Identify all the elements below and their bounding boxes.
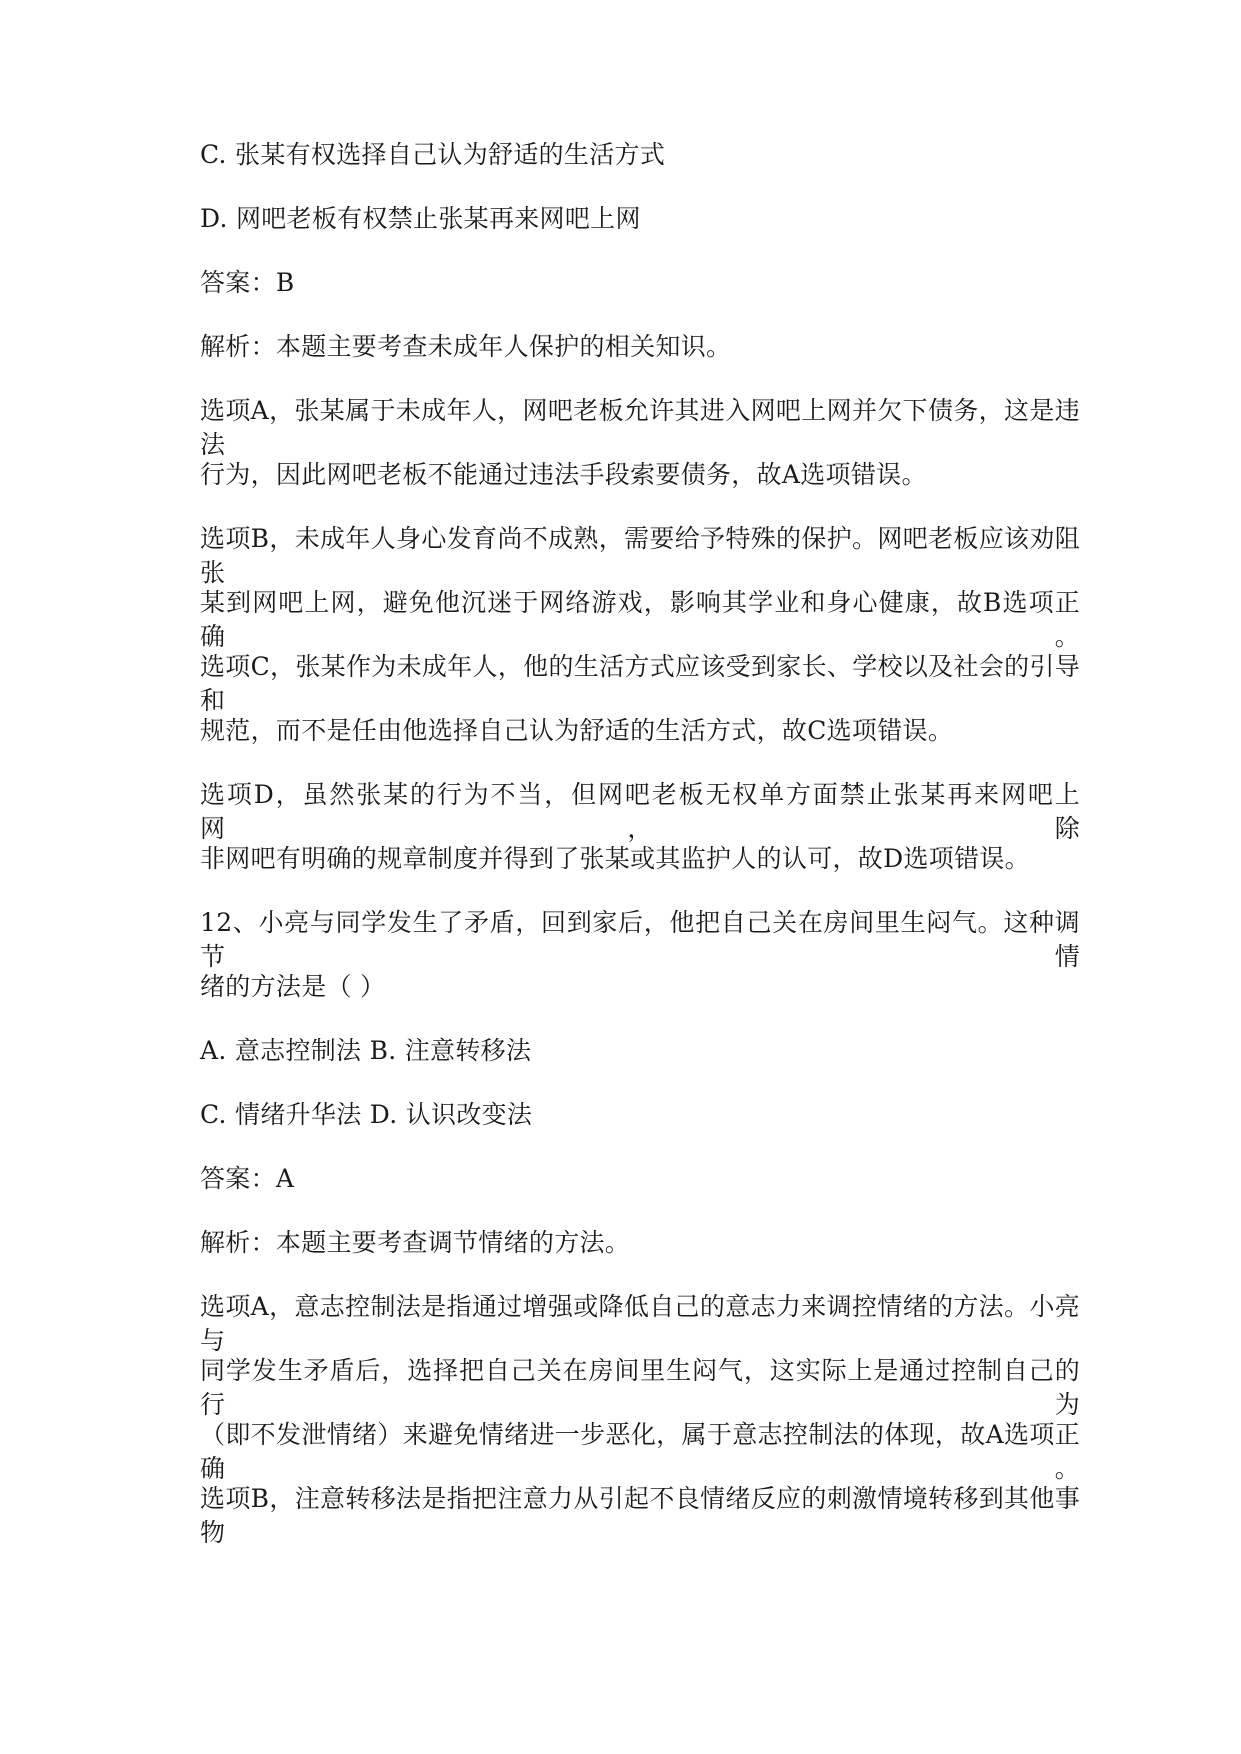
analysis-paragraph: 行为，因此网吧老板不能通过违法手段索要债务，故A选项错误。 [200, 460, 927, 489]
analysis-paragraph: 选项B，注意转移法是指把注意力从引起不良情绪反应的刺激情境转移到其他事物 [200, 1484, 1080, 1547]
analysis-paragraph: 非网吧有明确的规章制度并得到了张某或其监护人的认可，故D选项错误。 [200, 844, 1030, 873]
option-d-text: D. 网吧老板有权禁止张某再来网吧上网 [200, 204, 641, 233]
analysis-paragraph: 选项D，虽然张某的行为不当，但网吧老板无权单方面禁止张某再来网吧上网，除 [200, 780, 1080, 843]
analysis-paragraph: 选项A，张某属于未成年人，网吧老板允许其进入网吧上网并欠下债务，这是违法 [200, 396, 1080, 459]
analysis-intro: 解析：本题主要考查未成年人保护的相关知识。 [200, 332, 732, 361]
question-text: 12、小亮与同学发生了矛盾，回到家后，他把自己关在房间里生闷气。这种调节情 [200, 908, 1080, 971]
options-ab: A. 意志控制法 B. 注意转移法 [200, 1036, 532, 1065]
analysis-paragraph: 选项B，未成年人身心发育尚不成熟，需要给予特殊的保护。网吧老板应该劝阻张 [200, 524, 1080, 587]
options-cd: C. 情绪升华法 D. 认识改变法 [200, 1100, 533, 1129]
analysis-intro: 解析：本题主要考查调节情绪的方法。 [200, 1228, 631, 1257]
option-c-text: C. 张某有权选择自己认为舒适的生活方式 [200, 140, 666, 169]
analysis-paragraph: 规范，而不是任由他选择自己认为舒适的生活方式，故C选项错误。 [200, 716, 954, 745]
question-text: 绪的方法是（ ） [200, 972, 386, 1001]
analysis-paragraph: 某到网吧上网，避免他沉迷于网络游戏，影响其学业和身心健康，故B选项正确。 [200, 588, 1080, 651]
document-page [200, 138, 1080, 1546]
analysis-paragraph: 选项C，张某作为未成年人，他的生活方式应该受到家长、学校以及社会的引导和 [200, 652, 1080, 715]
answer-line: 答案：B [200, 268, 295, 297]
analysis-paragraph: 选项A，意志控制法是指通过增强或降低自己的意志力来调控情绪的方法。小亮与 [200, 1292, 1080, 1355]
analysis-paragraph: 同学发生矛盾后，选择把自己关在房间里生闷气，这实际上是通过控制自己的行为 [200, 1356, 1080, 1419]
answer-line: 答案：A [200, 1164, 295, 1193]
analysis-paragraph: （即不发泄情绪）来避免情绪进一步恶化，属于意志控制法的体现，故A选项正确。 [200, 1420, 1080, 1483]
